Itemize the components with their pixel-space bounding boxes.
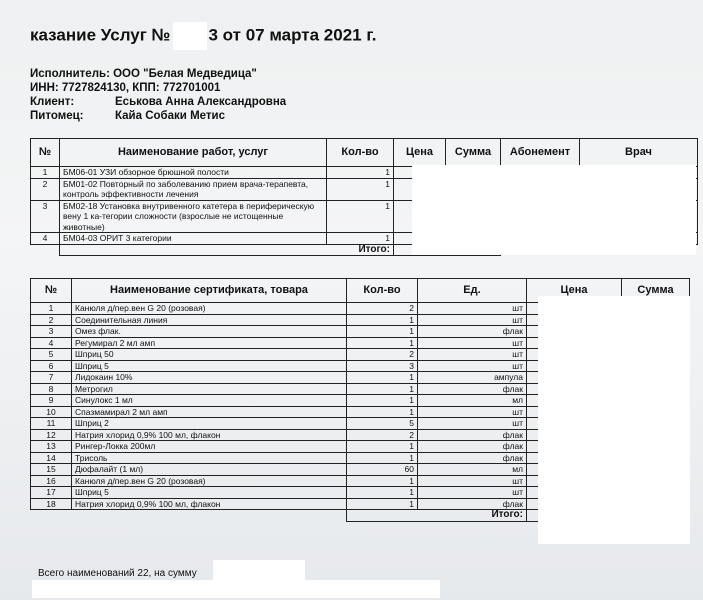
redaction-block [538, 296, 690, 544]
services-total-row: Итого: [31, 244, 698, 256]
table-row: 15 Дюфалайт (1 мл) 60 мл [31, 464, 690, 476]
inn-line: ИНН: 7727824130, КПП: 772701001 [30, 82, 221, 94]
col-qty: Кол-во [347, 279, 418, 303]
table-row: 5 Шприц 50 2 шт [31, 349, 690, 361]
col-n: № [31, 139, 60, 167]
col-qty: Кол-во [327, 139, 394, 167]
table-row: 2 Соединительная линия 1 шт [31, 314, 690, 326]
document-title: казание Услуг № 3 от 07 марта 2021 г. [30, 22, 376, 50]
redaction-block [173, 22, 207, 50]
col-unit: Ед. [418, 279, 527, 303]
table-row: 11 Шприц 2 5 шт [31, 418, 690, 430]
table-row: 17 Шприц 5 1 шт [31, 487, 690, 499]
summary-line: Всего наименований 22, на сумму [38, 568, 197, 579]
col-name: Наименование работ, услуг [60, 139, 327, 167]
table-row: 6 Шприц 5 3 шт [31, 360, 690, 372]
table-row: 10 Спазмамирал 2 мл амп 1 шт [31, 406, 690, 418]
col-name: Наименование сертификата, товара [72, 279, 347, 303]
col-sum: Сумма [622, 279, 690, 303]
table-row: 3 Омез флак. 1 флак [31, 326, 690, 338]
client-line: Клиент: Еськова Анна Александровна [30, 96, 287, 108]
table-row: 18 Натрия хлорид 0,9% 100 мл, флакон 1 флак [31, 498, 690, 510]
table-row: 14 Трисоль 1 флак [31, 452, 690, 464]
redaction-block [32, 580, 440, 598]
table-row: 2 БМ01-02 Повторный по заболеванию прием врача-терапевта, контроль эффективности лечения 1 [31, 178, 698, 200]
executor-line: Исполнитель: ООО "Белая Медведица" [30, 68, 257, 80]
col-n: № [31, 279, 72, 303]
redaction-block [412, 165, 696, 255]
table-row: 4 Регумирал 2 мл амп 1 шт [31, 337, 690, 349]
goods-total-row: Итого: [31, 510, 690, 522]
table-row: 8 Метрогил 1 флак [31, 383, 690, 395]
col-sum: Сумма [446, 139, 501, 167]
table-row: 16 Канюля д/пер.вен G 20 (розовая) 1 шт [31, 475, 690, 487]
redaction-block [213, 560, 305, 580]
table-row: 13 Рингер-Локка 200мл 1 флак [31, 441, 690, 453]
table-row: 4 БМ04-03 ОРИТ 3 категории 1 [31, 233, 698, 245]
col-subscription: Абонемент [501, 139, 580, 167]
table-row: 1 БМ06-01 УЗИ обзорное брюшной полости 1 [31, 167, 698, 179]
table-row: 9 Синулокс 1 мл 1 мл [31, 395, 690, 407]
table-row: 12 Натрия хлорид 0,9% 100 мл, флакон 2 флак [31, 429, 690, 441]
col-price: Цена [394, 139, 446, 167]
col-doctor: Врач [580, 139, 698, 167]
table-row: 1 Канюля д/пер.вен G 20 (розовая) 2 шт [31, 303, 690, 315]
pet-line: Питомец: Кайа Собаки Метис [30, 110, 225, 122]
col-price: Цена [527, 279, 622, 303]
table-row: 7 Лидокаин 10% 1 ампула [31, 372, 690, 384]
table-row: 3 БМ02-18 Установка внутривенного катетера в периферическую вену 1 ка-тегории сложности (взрослые не истощенные животные) 1 [31, 200, 698, 233]
